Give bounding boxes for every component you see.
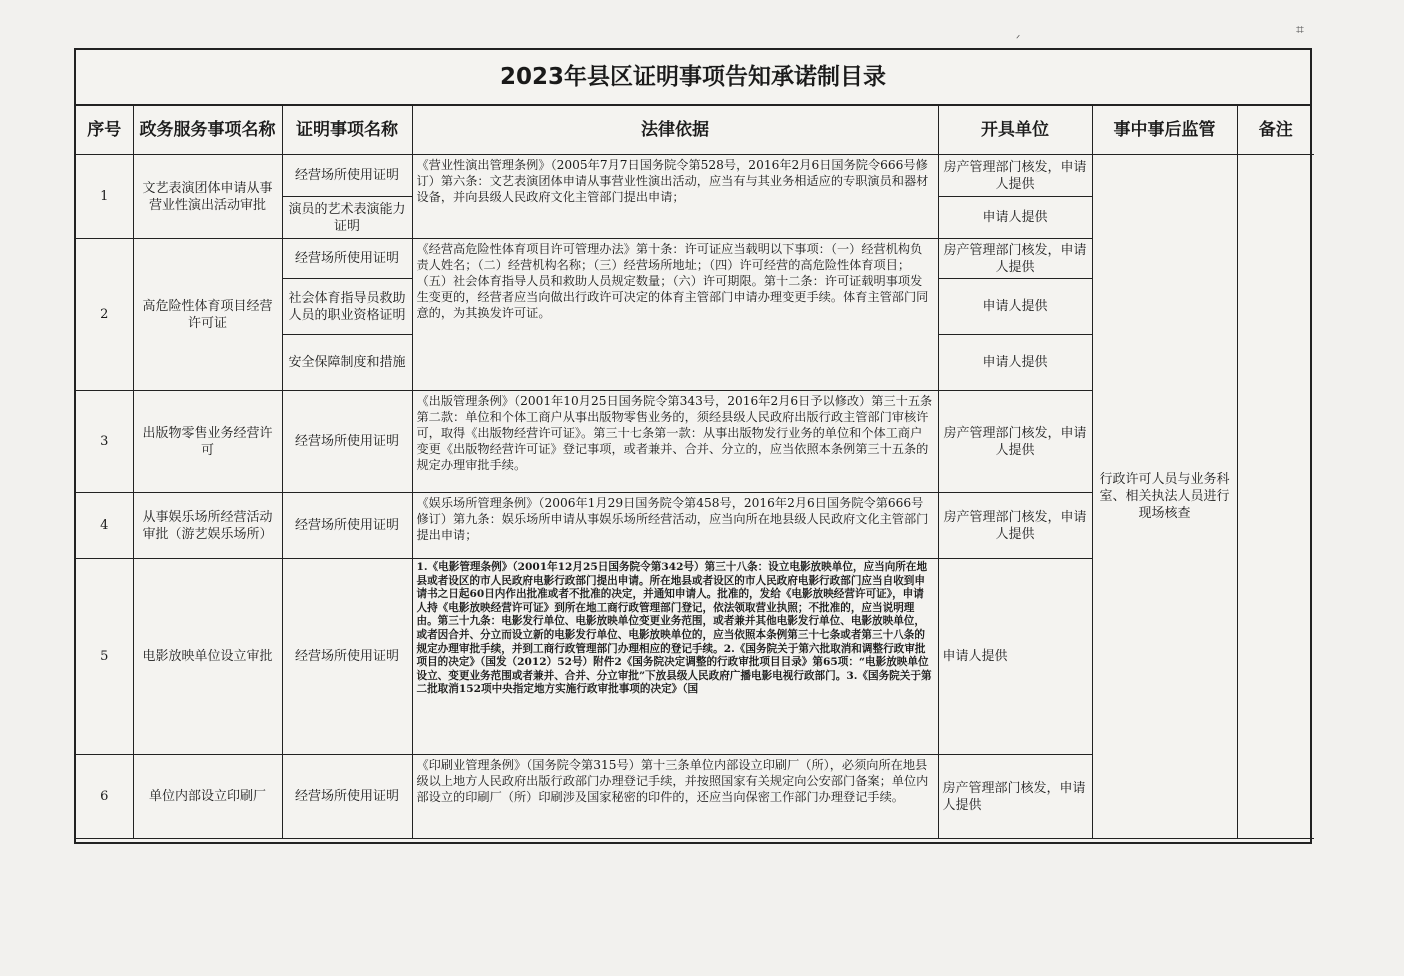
row-law: 《娱乐场所管理条例》（2006年1月29日国务院令第458号，2016年2月6日国务院令第666号修订）第九条：娱乐场所申请从事娱乐场所经营活动，应当向所在地县级人民政府文化主管部门提出申请； <box>412 493 938 559</box>
top-dot-mark: ᐟ <box>1016 34 1021 45</box>
row-law: 1.《电影管理条例》（2001年12月25日国务院令第342号）第三十八条：设立电影放映单位，应当向所在地县或者设区的市人民政府电影行政部门提出申请。所在地县或者设区的市人民政府电影行政部门应当自收到申请书之日起60日内作出批准或者不批准的决定，并通知申请人。批准的，发给《电影放映经营许可证》，申请人持《电影放映经营许可证》到所在地工商行政管理部门登记，依法领取营业执照；不批准的，应当说明理由。第三十九条：电影发行单位、电影放映单位变更业务范围，或者兼并其他电影发行单位、电影放映单位，或者因合并、分立而设立新的电影发行单位、电影放映单位的，应当依照本条例第三十七条或者第三十八条的规定办理审批手续，并到工商行政管理部门办理相应的登记手续。2.《国务院关于第六批取消和调整行政审批项目的决定》（国发（2012）52号）附件2《国务院决定调整的行政审批项目目录》第65项：“电影放映单位设立、变更业务范围或者兼并、合并、分立审批”下放县级人民政府广播电影电视行政部门。3.《国务院关于第二批取消152项中央指定地方实施行政审批事项的决定》（国 <box>412 559 938 755</box>
supervision-cell: 行政许可人员与业务科室、相关执法人员进行现场核查 <box>1092 155 1237 839</box>
row-unit: 房产管理部门核发，申请人提供 <box>938 755 1092 839</box>
catalog-table <box>76 106 1314 839</box>
row-item: 高危险性体育项目经营许可证 <box>133 239 282 391</box>
row-cert: 经营场所使用证明 <box>282 559 412 755</box>
row-cert: 社会体育指导员救助人员的职业资格证明 <box>282 279 412 335</box>
row-law: 《印刷业管理条例》（国务院令第315号）第十三条单位内部设立印刷厂（所），必须向所在地县级以上地方人民政府出版行政部门办理登记手续，并按照国家有关规定向公安部门备案；单位内部设立的印刷厂（所）印刷涉及国家秘密的印件的，还应当向保密工作部门办理登记手续。 <box>412 755 938 839</box>
row-item: 出版物零售业务经营许可 <box>133 391 282 493</box>
row-item: 单位内部设立印刷厂 <box>133 755 282 839</box>
header-supervision: 事中事后监管 <box>1092 106 1237 155</box>
row-unit: 房产管理部门核发，申请人提供 <box>938 391 1092 493</box>
row-unit: 申请人提供 <box>938 197 1092 239</box>
row-unit: 申请人提供 <box>938 559 1092 755</box>
row-cert: 经营场所使用证明 <box>282 239 412 279</box>
table-row <box>76 155 1314 197</box>
page-title: 2023年县区证明事项告知承诺制目录 <box>76 50 1310 106</box>
row-cert: 经营场所使用证明 <box>282 755 412 839</box>
header-remark: 备注 <box>1237 106 1314 155</box>
row-cert: 演员的艺术表演能力证明 <box>282 197 412 239</box>
row-law: 《出版管理条例》（2001年10月25日国务院令第343号，2016年2月6日予以修改）第三十五条第二款：单位和个体工商户从事出版物零售业务的，须经县级人民政府出版行政主管部门审核许可，取得《出版物经营许可证》。第三十七条第一款：从事出版物发行业务的单位和个体工商户变更《出版物经营许可证》登记事项，或者兼并、合并、分立的，应当依照本条例第三十五条的规定办理审批手续。 <box>412 391 938 493</box>
header-unit: 开具单位 <box>938 106 1092 155</box>
row-law: 《经营高危险性体育项目许可管理办法》第十条：许可证应当载明以下事项：（一）经营机构负责人姓名；（二）经营机构名称；（三）经营场所地址；（四）许可经营的高危险性体育项目；（五）社会体育指导人员和救助人员规定数量；（六）许可期限。第十二条：许可证载明事项发生变更的，经营者应当向做出行政许可决定的体育主管部门申请办理变更手续。体育主管部门同意的，为其换发许可证。 <box>412 239 938 391</box>
row-seq: 2 <box>76 239 133 391</box>
header-law: 法律依据 <box>412 106 938 155</box>
row-seq: 1 <box>76 155 133 239</box>
row-item: 文艺表演团体申请从事营业性演出活动审批 <box>133 155 282 239</box>
document-sheet <box>74 48 1312 844</box>
row-item: 电影放映单位设立审批 <box>133 559 282 755</box>
header-cert: 证明事项名称 <box>282 106 412 155</box>
row-cert: 安全保障制度和措施 <box>282 335 412 391</box>
row-seq: 4 <box>76 493 133 559</box>
row-unit: 申请人提供 <box>938 335 1092 391</box>
row-cert: 经营场所使用证明 <box>282 391 412 493</box>
row-seq: 5 <box>76 559 133 755</box>
row-seq: 6 <box>76 755 133 839</box>
row-item: 从事娱乐场所经营活动审批（游艺娱乐场所） <box>133 493 282 559</box>
corner-scribble-mark: ⌗ <box>1296 22 1304 38</box>
row-unit: 申请人提供 <box>938 279 1092 335</box>
row-cert: 经营场所使用证明 <box>282 493 412 559</box>
row-unit: 房产管理部门核发，申请人提供 <box>938 239 1092 279</box>
row-seq: 3 <box>76 391 133 493</box>
header-seq: 序号 <box>76 106 133 155</box>
row-law: 《营业性演出管理条例》（2005年7月7日国务院令第528号，2016年2月6日国务院令666号修订）第六条：文艺表演团体申请从事营业性演出活动，应当有与其业务相适应的专职演员和器材设备，并向县级人民政府文化主管部门提出申请； <box>412 155 938 239</box>
row-unit: 房产管理部门核发，申请人提供 <box>938 155 1092 197</box>
row-unit: 房产管理部门核发，申请人提供 <box>938 493 1092 559</box>
row-cert: 经营场所使用证明 <box>282 155 412 197</box>
header-row <box>76 106 1314 155</box>
header-item: 政务服务事项名称 <box>133 106 282 155</box>
remark-cell <box>1237 155 1314 839</box>
